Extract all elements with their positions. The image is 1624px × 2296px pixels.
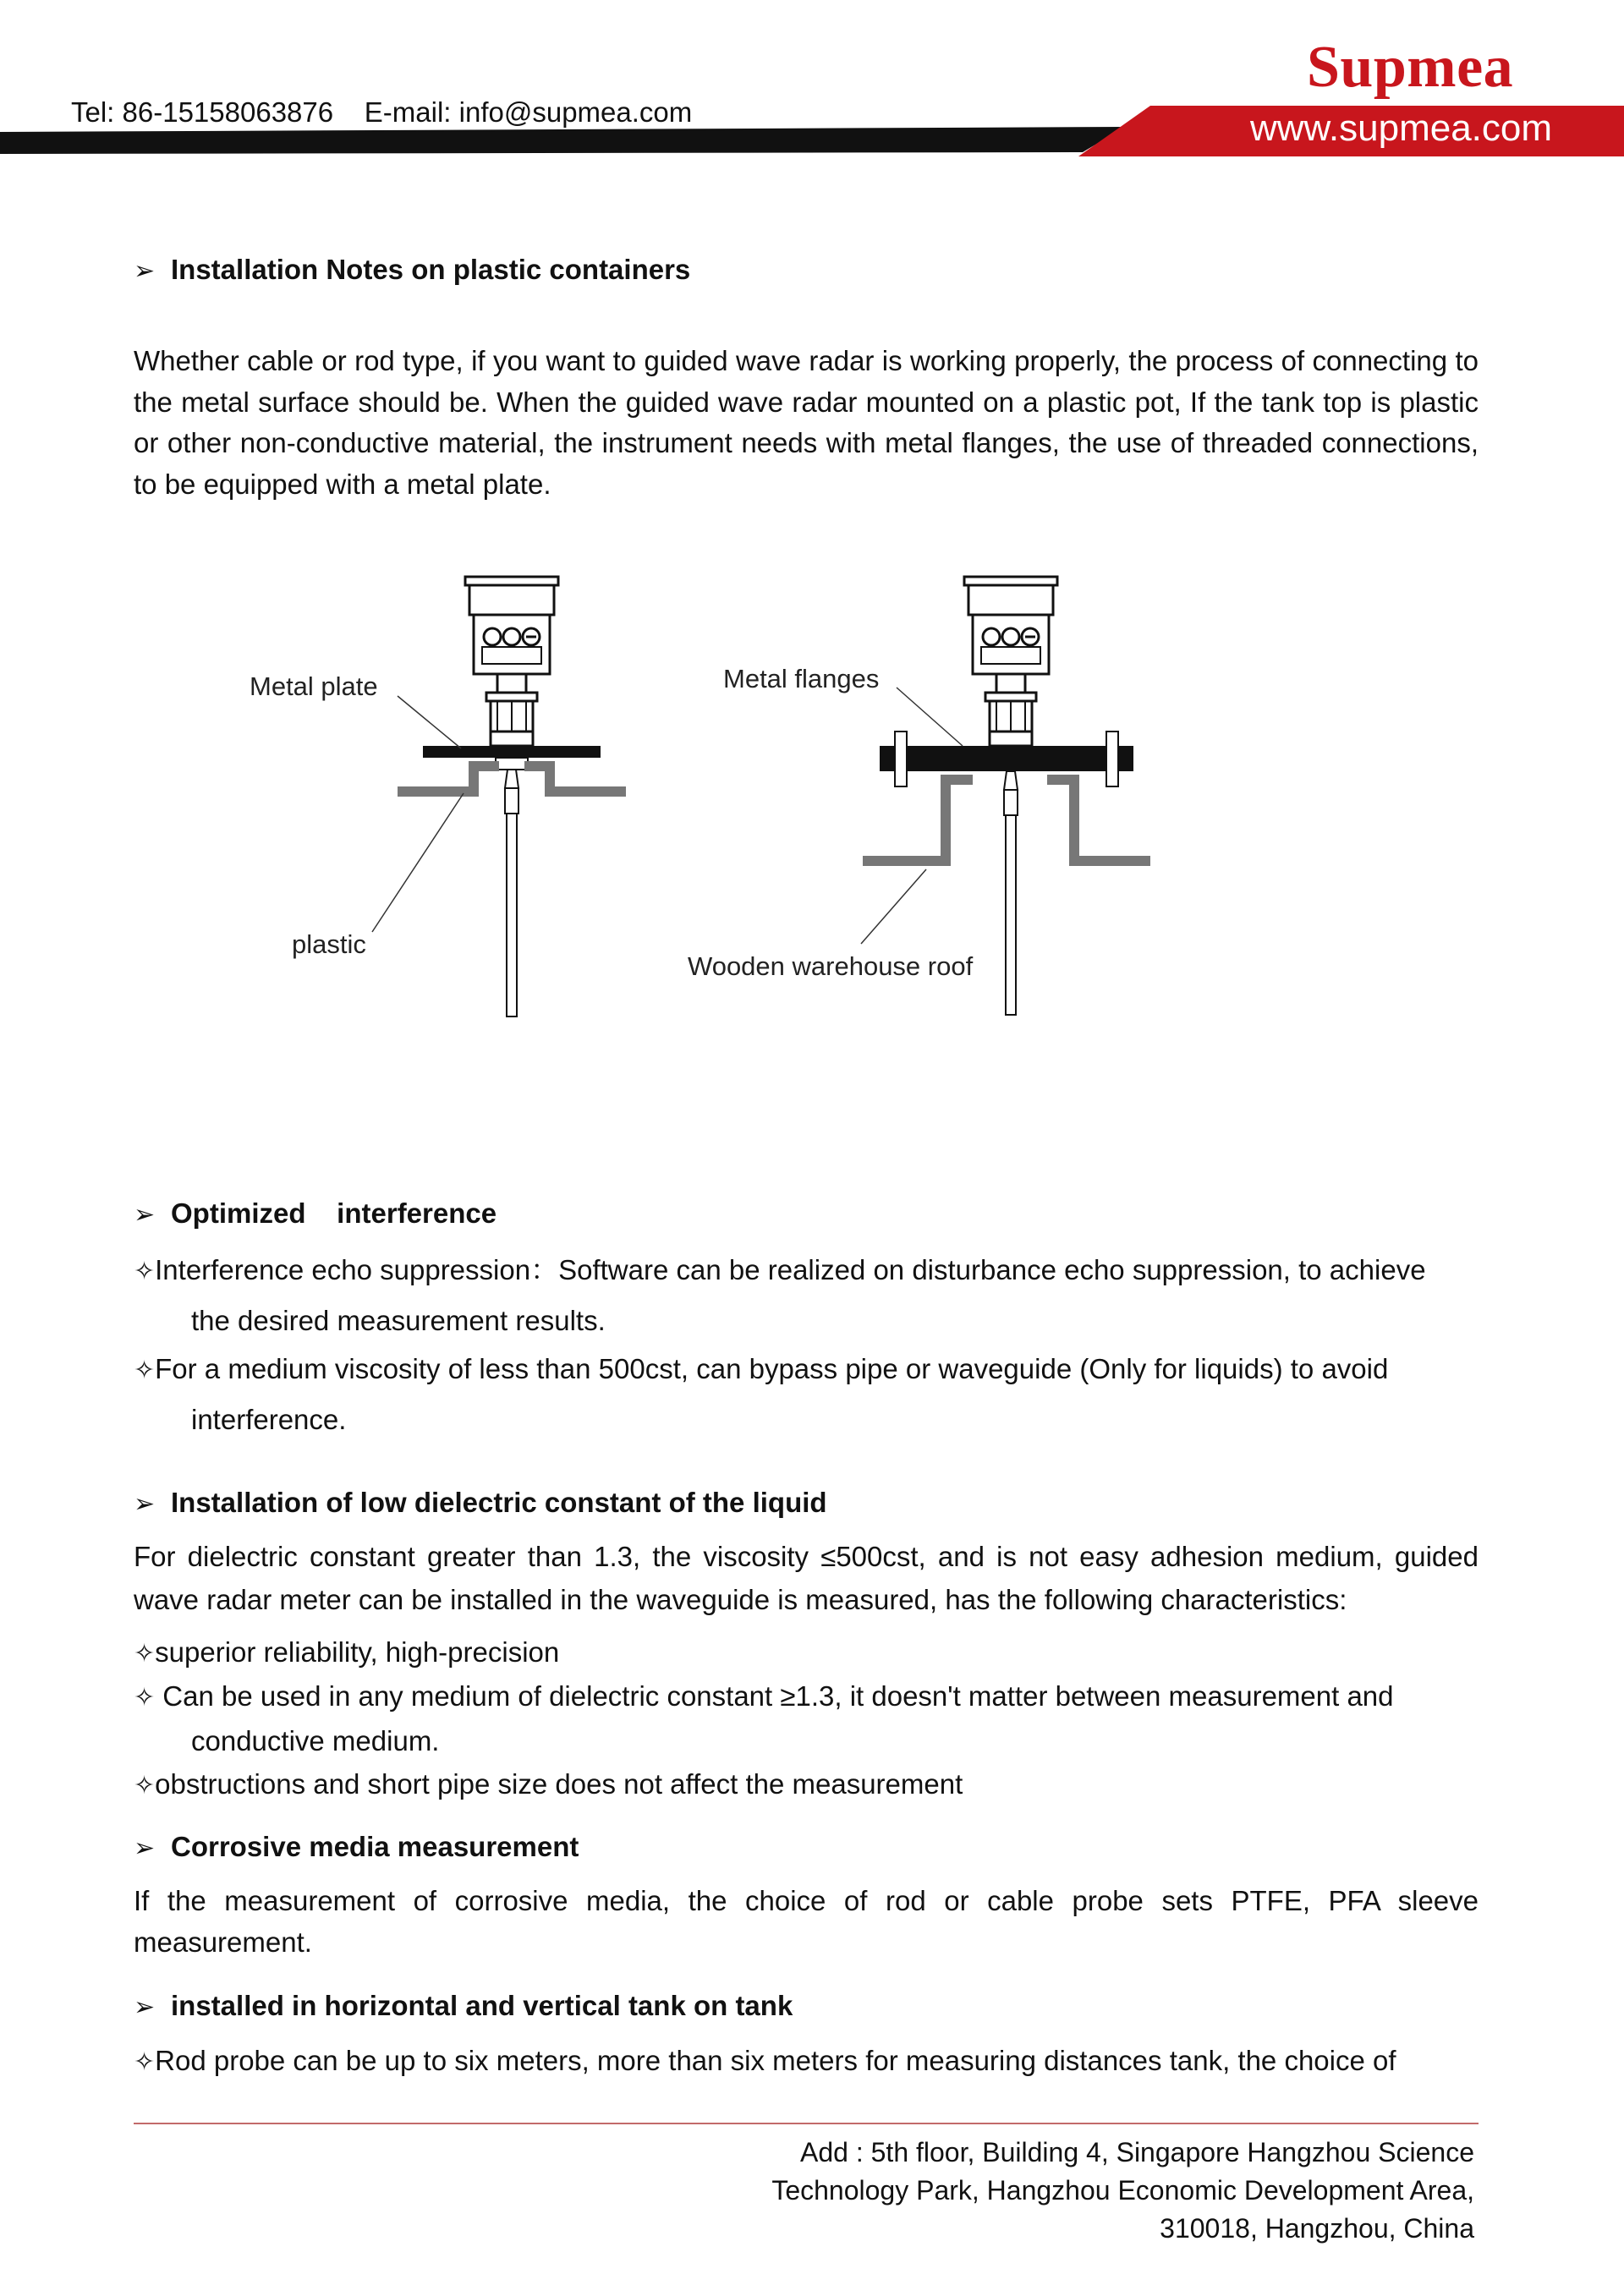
- star-bullet-icon: ✧: [134, 1684, 156, 1712]
- list-item-text: Rod probe can be up to six meters, more than six meters for measuring distances tank, the choice of: [155, 2045, 1396, 2076]
- heading-text: Installation Notes on plastic containers: [171, 254, 691, 285]
- address-line: Add : 5th floor, Building 4, Singapore Hangzhou Science: [800, 2137, 1474, 2167]
- star-bullet-icon: ✧: [134, 2048, 156, 2076]
- list-item: [134, 1762, 1479, 1807]
- left-radar-device: [398, 577, 626, 1016]
- tel-text: Tel: 86-15158063876: [71, 96, 334, 128]
- leader-line: [861, 869, 926, 944]
- list-item-text: interference.: [191, 1404, 347, 1435]
- heading-text: installed in horizontal and vertical tank on tank: [171, 1990, 793, 2021]
- list-item: [134, 1246, 1479, 1345]
- star-bullet-icon: ✧: [134, 1258, 156, 1285]
- heading-plastic-containers: [134, 254, 690, 286]
- list-item-text: the desired measurement results.: [191, 1305, 606, 1336]
- email-text: E-mail: info@supmea.com: [364, 96, 693, 128]
- list-item: [134, 1630, 1479, 1675]
- heading-optimized-interference: [134, 1197, 497, 1230]
- contact-info: [71, 96, 692, 129]
- list-item: [134, 2041, 1479, 2083]
- list-item-text: obstructions and short pipe size does not affect the measurement: [155, 1768, 963, 1800]
- arrow-bullet-icon: ➢: [134, 1201, 156, 1229]
- arrow-bullet-icon: ➢: [134, 1834, 156, 1862]
- list-item-text: superior reliability, high-precision: [155, 1636, 560, 1668]
- heading-low-dielectric: [134, 1487, 827, 1519]
- label-wooden-roof: Wooden warehouse roof: [688, 951, 974, 981]
- star-bullet-icon: ✧: [134, 1772, 156, 1800]
- list-item: [134, 1345, 1479, 1444]
- star-bullet-icon: ✧: [134, 1640, 156, 1668]
- list-item: [134, 1674, 1479, 1762]
- address-line: 310018, Hangzhou, China: [1160, 2213, 1474, 2244]
- leader-line: [372, 793, 464, 932]
- heading-corrosive-media: [134, 1831, 579, 1863]
- paragraph-plastic-containers: Whether cable or rod type, if you want to guided wave radar is working properly, the process of connecting to the metal surface should be. When the guided wave radar mounted on a plastic pot, If the tank top is plastic or other non-conductive material, the instrument needs with metal flanges, the use of threaded connections, to be equipped with a metal plate.: [134, 345, 1479, 500]
- heading-text: Installation of low dielectric constant of the liquid: [171, 1487, 827, 1518]
- website-text[interactable]: www.supmea.com: [1250, 107, 1553, 149]
- list-item-text: For a medium viscosity of less than 500cst, can bypass pipe or waveguide (Only for liquids) to avoid: [155, 1353, 1389, 1384]
- footer-address: [771, 2134, 1474, 2248]
- arrow-bullet-icon: ➢: [134, 1993, 156, 2021]
- list-item-text: Interference echo suppression：Software can be realized on disturbance echo suppression, to achieve: [155, 1254, 1426, 1285]
- paragraph-corrosive-media: If the measurement of corrosive media, the choice of rod or cable probe sets PTFE, PFA sleeve measurement.: [134, 1885, 1479, 1958]
- footer-divider: [134, 2123, 1479, 2124]
- list-item-text: conductive medium.: [191, 1725, 440, 1756]
- arrow-bullet-icon: ➢: [134, 257, 156, 285]
- right-radar-device: [863, 577, 1150, 1015]
- list-item-text: Can be used in any medium of dielectric constant ≥1.3, it doesn't matter between measurement and: [155, 1680, 1394, 1712]
- brand-logo: Supmea: [1307, 35, 1514, 100]
- address-line: Technology Park, Hangzhou Economic Development Area,: [771, 2175, 1474, 2206]
- arrow-bullet-icon: ➢: [134, 1490, 156, 1518]
- installation-diagram: [228, 567, 1184, 1040]
- heading-text: Optimized interference: [171, 1197, 497, 1229]
- label-metal-plate: Metal plate: [250, 671, 378, 701]
- label-metal-flanges: Metal flanges: [723, 664, 880, 693]
- heading-text: Corrosive media measurement: [171, 1831, 579, 1862]
- heading-horizontal-vertical-tank: [134, 1990, 793, 2022]
- leader-line: [398, 696, 461, 748]
- paragraph-low-dielectric: For dielectric constant greater than 1.3, the viscosity ≤500cst, and is not easy adhesion medium, guided wave radar meter can be installed in the waveguide is measured, has the following characteristics:: [134, 1541, 1479, 1615]
- label-plastic: plastic: [292, 929, 366, 959]
- star-bullet-icon: ✧: [134, 1356, 156, 1384]
